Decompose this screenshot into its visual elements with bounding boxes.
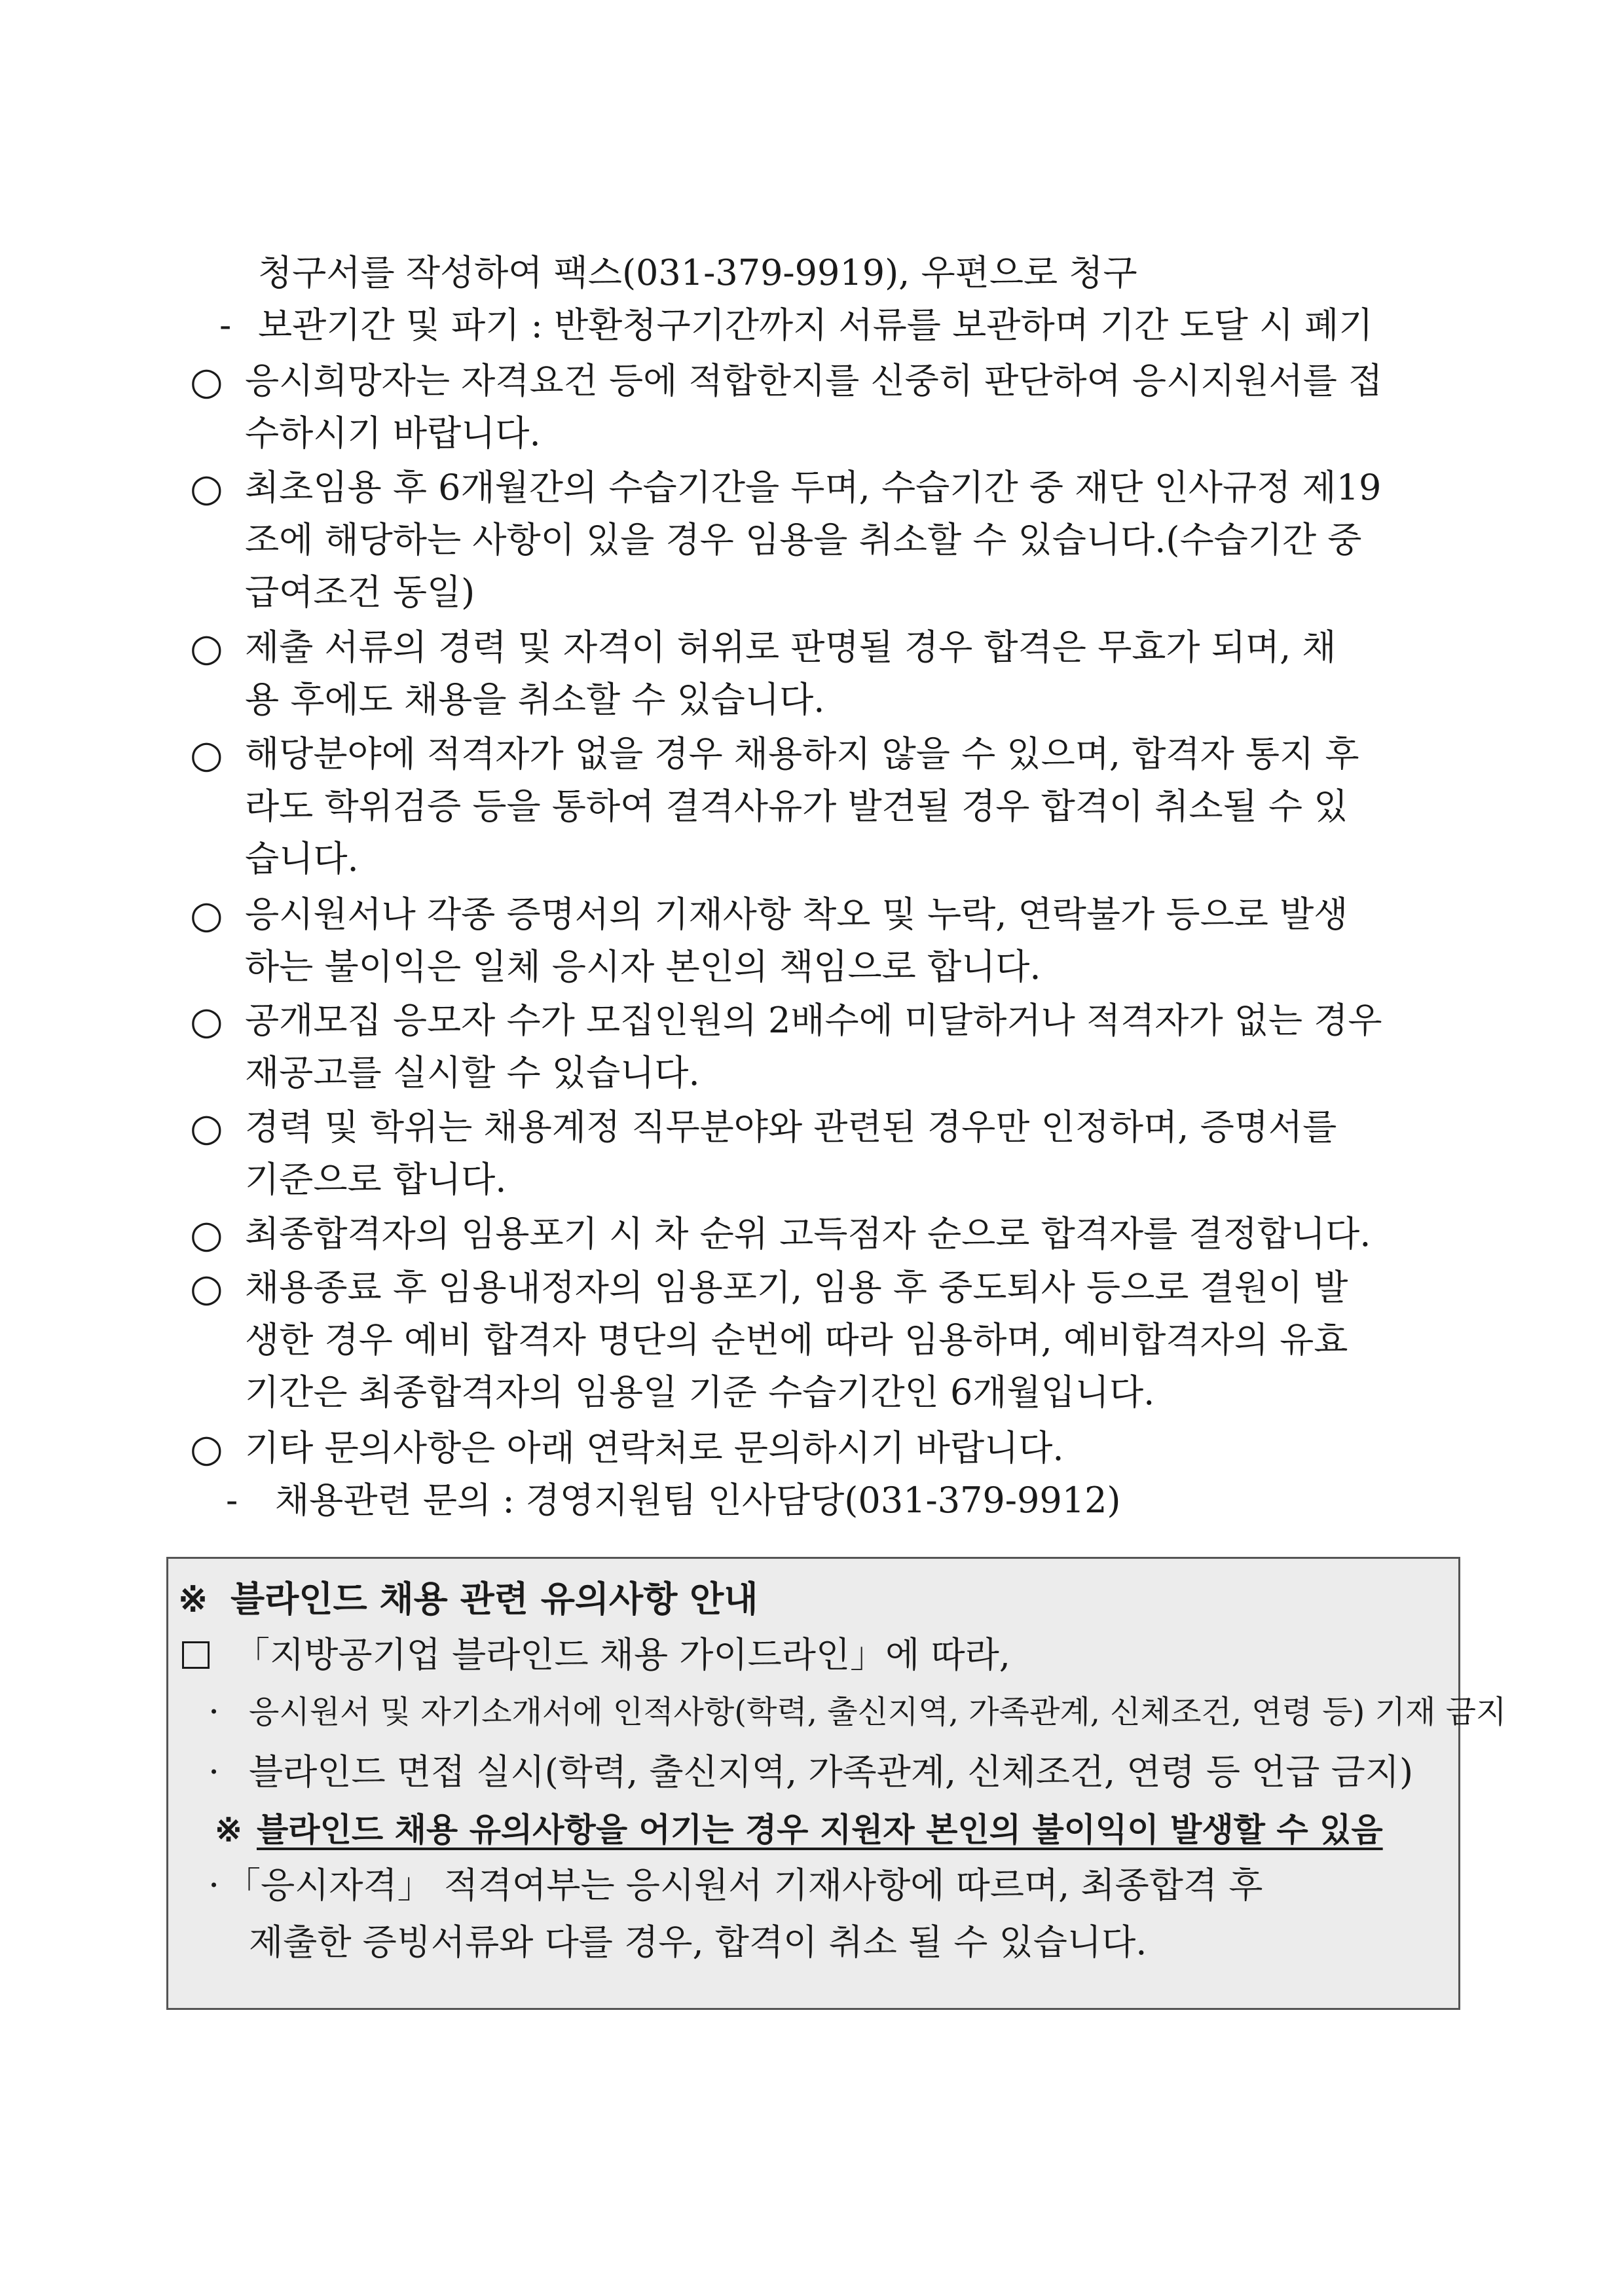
final-line: 「응시자격」 적격여부는 응시원서 기재사항에 따르며, 최종합격 후 — [225, 1865, 1263, 1906]
item-line: 해당분야에 적격자가 없을 경우 채용하지 않을 수 있으며, 합격자 통지 후 — [245, 733, 1359, 774]
guideline-line: 「지방공기업 블라인드 채용 가이드라인」에 따라, — [234, 1634, 1010, 1675]
middle-dot-icon: · — [208, 1691, 220, 1732]
middle-dot-icon: · — [208, 1865, 220, 1906]
item-line: 하는 불이익은 일체 응시자 본인의 책임으로 합니다. — [245, 946, 1041, 987]
item-line: 수하시기 바랍니다. — [245, 412, 541, 454]
circle-bullet-icon: ○ — [190, 625, 223, 670]
checkbox-square-icon — [182, 1641, 210, 1669]
item-line: 최초임용 후 6개월간의 수습기간을 두며, 수습기간 중 재단 인사규정 제19 — [245, 467, 1382, 508]
dot-item: 블라인드 면접 실시(학력, 출신지역, 가족관계, 신체조건, 연령 등 언급 금지) — [249, 1751, 1414, 1793]
contact-text: 채용관련 문의 : 경영지원팀 인사담당(031-379-9912) — [275, 1480, 1121, 1521]
item-line: 제출 서류의 경력 및 자격이 허위로 판명될 경우 합격은 무효가 되며, 채 — [245, 627, 1337, 668]
storage-dash: - — [219, 304, 232, 346]
item-line: 생한 경우 예비 합격자 명단의 순번에 따라 임용하며, 예비합격자의 유효 — [245, 1319, 1348, 1360]
item-line: 응시원서나 각종 증명서의 기재사항 착오 및 누락, 연락불가 등으로 발생 — [245, 894, 1348, 935]
circle-bullet-icon: ○ — [190, 1212, 223, 1256]
circle-bullet-icon: ○ — [190, 892, 223, 937]
circle-bullet-icon: ○ — [190, 1105, 223, 1150]
item-line: 조에 해당하는 사항이 있을 경우 임용을 취소할 수 있습니다.(수습기간 중 — [245, 519, 1362, 560]
item-line: 기간은 최종합격자의 임용일 기준 수습기간인 6개월입니다. — [245, 1372, 1155, 1413]
contact-dash: - — [226, 1480, 238, 1521]
warning-reference-mark-icon: ※ — [215, 1810, 242, 1849]
circle-bullet-icon: ○ — [190, 1266, 223, 1310]
item-line: 기준으로 합니다. — [245, 1159, 507, 1200]
item-line: 용 후에도 채용을 취소할 수 있습니다. — [245, 679, 825, 720]
circle-bullet-icon: ○ — [190, 359, 223, 403]
item-line: 최종합격자의 임용포기 시 차 순위 고득점자 순으로 합격자를 결정합니다. — [245, 1213, 1371, 1254]
continuation-line: 청구서를 작성하여 팩스(031-379-9919), 우편으로 청구 — [258, 252, 1137, 293]
warning-text: 블라인드 채용 유의사항을 어기는 경우 지원자 본인의 불이익이 발생할 수 있음 — [257, 1810, 1383, 1849]
circle-bullet-icon: ○ — [190, 732, 223, 776]
item-line: 급여조건 동일) — [245, 572, 475, 613]
circle-bullet-icon: ○ — [190, 998, 223, 1043]
notice-title: 블라인드 채용 관련 유의사항 안내 — [231, 1578, 758, 1620]
notice-reference-mark-icon: ※ — [178, 1578, 208, 1620]
item-line: 공개모집 응모자 수가 모집인원의 2배수에 미달하거나 적격자가 없는 경우 — [245, 1000, 1382, 1041]
item-line: 기타 문의사항은 아래 연락처로 문의하시기 바랍니다. — [245, 1427, 1064, 1468]
middle-dot-icon: · — [208, 1751, 220, 1793]
circle-bullet-icon: ○ — [190, 1426, 223, 1470]
item-line: 습니다. — [245, 838, 359, 879]
item-line: 재공고를 실시할 수 있습니다. — [245, 1052, 700, 1093]
item-line: 경력 및 학위는 채용계정 직무분야와 관련된 경우만 인정하며, 증명서를 — [245, 1106, 1337, 1148]
item-line: 라도 학위검증 등을 통하여 결격사유가 발견될 경우 합격이 취소될 수 있 — [245, 786, 1348, 827]
circle-bullet-icon: ○ — [190, 465, 223, 510]
item-line: 응시희망자는 자격요건 등에 적합한지를 신중히 판단하여 응시지원서를 접 — [245, 360, 1383, 401]
storage-text: 보관기간 및 파기 : 반환청구기간까지 서류를 보관하며 기간 도달 시 폐기 — [258, 304, 1373, 346]
final-line: 제출한 증빙서류와 다를 경우, 합격이 취소 될 수 있습니다. — [249, 1922, 1147, 1963]
dot-item: 응시원서 및 자기소개서에 인적사항(학력, 출신지역, 가족관계, 신체조건, 연령 등) 기재 금지 — [249, 1694, 1507, 1730]
item-line: 채용종료 후 임용내정자의 임용포기, 임용 후 중도퇴사 등으로 결원이 발 — [245, 1267, 1348, 1308]
